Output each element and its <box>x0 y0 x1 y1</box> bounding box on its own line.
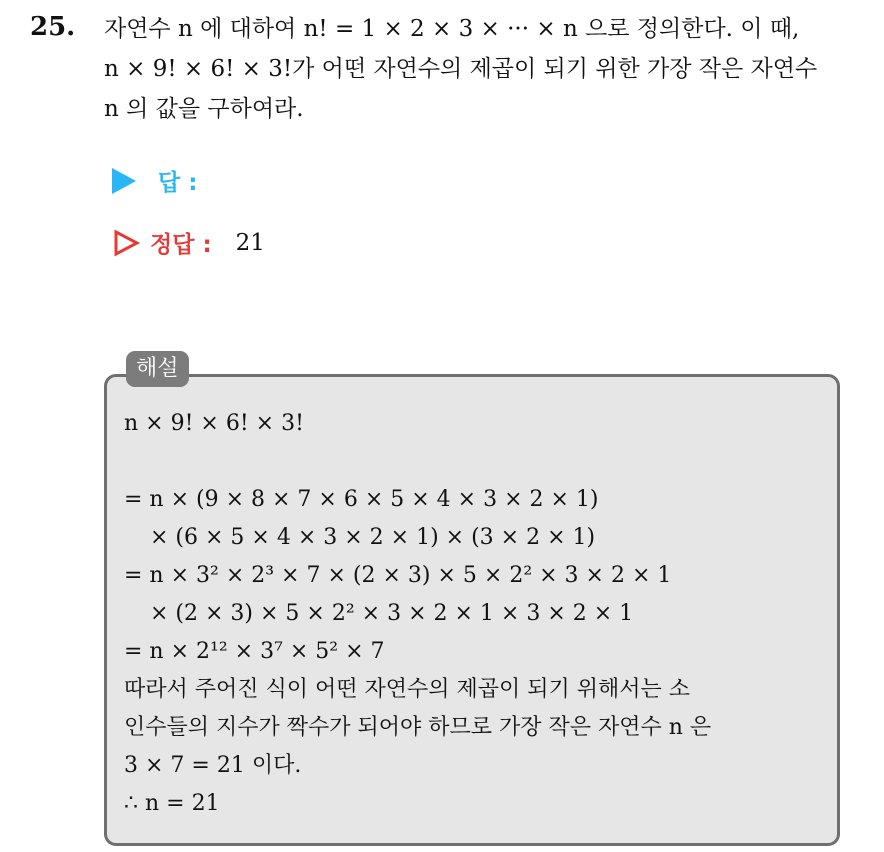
question-number: 25. <box>30 12 76 42</box>
solution-line: = n × 2¹² × 3⁷ × 5² × 7 <box>124 639 385 664</box>
answer-label: 답 : <box>158 170 198 196</box>
key-label: 정답 : <box>150 232 212 258</box>
solution-line: = n × (9 × 8 × 7 × 6 × 5 × 4 × 3 × 2 × 1) <box>124 487 599 512</box>
solution-line: n × 9! × 6! × 3! <box>124 411 304 436</box>
question-line-1: 자연수 n 에 대하여 n! = 1 × 2 × 3 × ··· × n 으로 정의한다. 이 때, <box>104 16 800 42</box>
solution-line: × (2 × 3) × 5 × 2² × 3 × 2 × 1 × 3 × 2 × 1 <box>150 601 634 626</box>
answer-row <box>112 164 219 197</box>
play-icon <box>112 168 136 194</box>
solution-line: ∴ n = 21 <box>124 791 220 816</box>
key-row <box>112 226 265 259</box>
solution-line: × (6 × 5 × 4 × 3 × 2 × 1) × (3 × 2 × 1) <box>150 525 596 550</box>
solution-line: 따라서 주어진 식이 어떤 자연수의 제곱이 되기 위해서는 소 <box>124 677 690 702</box>
solution-line: 인수들의 지수가 짝수가 되어야 하므로 가장 작은 자연수 n 은 <box>124 715 712 740</box>
play-outline-icon <box>112 229 140 257</box>
key-value: 21 <box>235 229 265 256</box>
question-line-2: n × 9! × 6! × 3!가 어떤 자연수의 제곱이 되기 위한 가장 작은 자연수 <box>104 56 818 82</box>
solution-line: = n × 3² × 2³ × 7 × (2 × 3) × 5 × 2² × 3 × 2 × 1 <box>124 563 672 588</box>
question-line-3: n 의 값을 구하여라. <box>104 96 304 122</box>
solution-tab: 해설 <box>126 351 189 387</box>
solution-line: 3 × 7 = 21 이다. <box>124 753 302 778</box>
